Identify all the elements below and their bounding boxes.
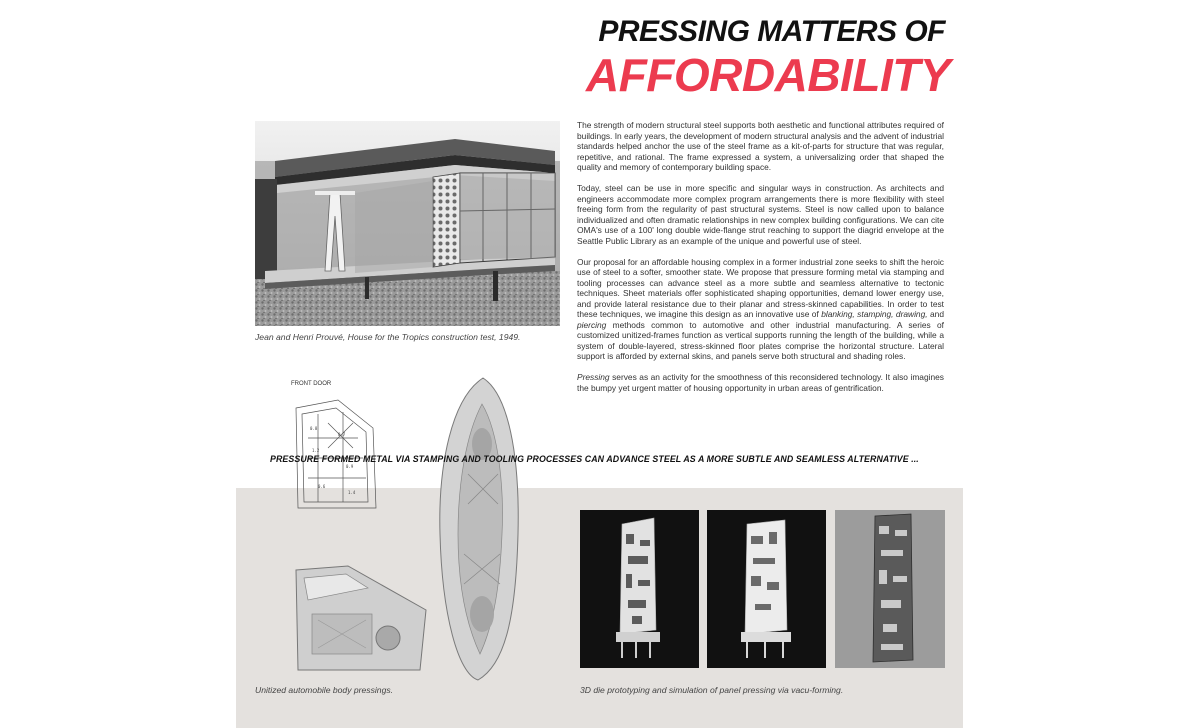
svg-text:1.2: 1.2 — [312, 448, 320, 453]
svg-text:0.9: 0.9 — [346, 464, 354, 469]
pull-quote: PRESSURE FORMED METAL VIA STAMPING AND TOOLING PROCESSES CAN ADVANCE STEEL AS A MORE SUBTLE AND SEAMLESS ALTERNATIVE ... — [270, 454, 919, 464]
prouve-house-photo — [255, 121, 560, 326]
page-title-line-1: PRESSING MATTERS OF — [598, 15, 945, 48]
body-paragraph-1: The strength of modern structural steel supports both aesthetic and functional attributes required of buildings. In early years, the development of modern structural analysis and the advent of industrial standards helped anchor the use of the steel frame as a kit-of-parts for structure that was regular, repetitive, and rational. The frame expressed a system, a universalizing order that shaped the quality and memory of contemporary building space. — [577, 120, 944, 172]
model-photo-3 — [835, 510, 945, 668]
photo-caption: Jean and Henri Prouvé, House for the Tropics construction test, 1949. — [255, 332, 521, 342]
auto-caption: Unitized automobile body pressings. — [255, 685, 394, 695]
svg-text:0.6: 0.6 — [318, 484, 326, 489]
body-paragraph-2: Today, steel can be use in more specific and singular ways in construction. As architects and engineers accommodate more complex program arrangements there is more flexibility with steel freeing form from the regularity of past structural systems. Steel is now called upon to balance individualized and often dramatic relationships in new complex building configurations. We can cite OMA's use of a 100' long double wide-flange strut reaching to support the diagrid envelope at the Seattle Public Library as an example of the unique and powerful use of steel. — [577, 183, 944, 246]
diagram-label: FRONT DOOR — [291, 381, 332, 387]
door-frame-diagram — [288, 378, 448, 516]
svg-text:1.4: 1.4 — [348, 490, 356, 495]
page-title-line-2: AFFORDABILITY — [585, 49, 950, 101]
model-photo-2 — [707, 510, 826, 668]
body-paragraph-3: Our proposal for an affordable housing complex in a former industrial zone seeks to shift the heroic use of steel to a softer, smoother state. We propose that pressure forming metal via stamping and tooling processes can advance steel as a more subtle and seamless alternative to tectonic techniques. Sheet materials offer sophisticated shaping opportunities, demand lower energy use, and provide lateral resistance due to their planar and stress-skinned capabilities. In order to test these techniques, we imagine this design as an innovative use of blanking, stamping, drawing, and piercing methods common to automotive and other industrial manufacturing. A series of customized unitized-frames function as vertical supports running the length of the building, while a system of double-layered, stress-skinned floor plates comprise the horizontal structure. Lateral support is afforded by external skins, and panels serve both structural and shading roles. — [577, 256, 944, 361]
model-photo-1 — [580, 510, 699, 668]
svg-text:0.8: 0.8 — [310, 426, 318, 431]
models-caption: 3D die prototyping and simulation of panel pressing via vacu-forming. — [580, 685, 844, 695]
body-paragraph-4: Pressing serves as an activity for the smoothness of this reconsidered technology. It also imagines the bumpy yet urgent matter of housing opportunity in urban areas of gentrification. — [577, 372, 944, 393]
body-text — [577, 120, 944, 404]
car-door-pressing — [288, 560, 438, 675]
car-body-pressing — [428, 374, 528, 684]
svg-text:0.7: 0.7 — [338, 432, 346, 437]
